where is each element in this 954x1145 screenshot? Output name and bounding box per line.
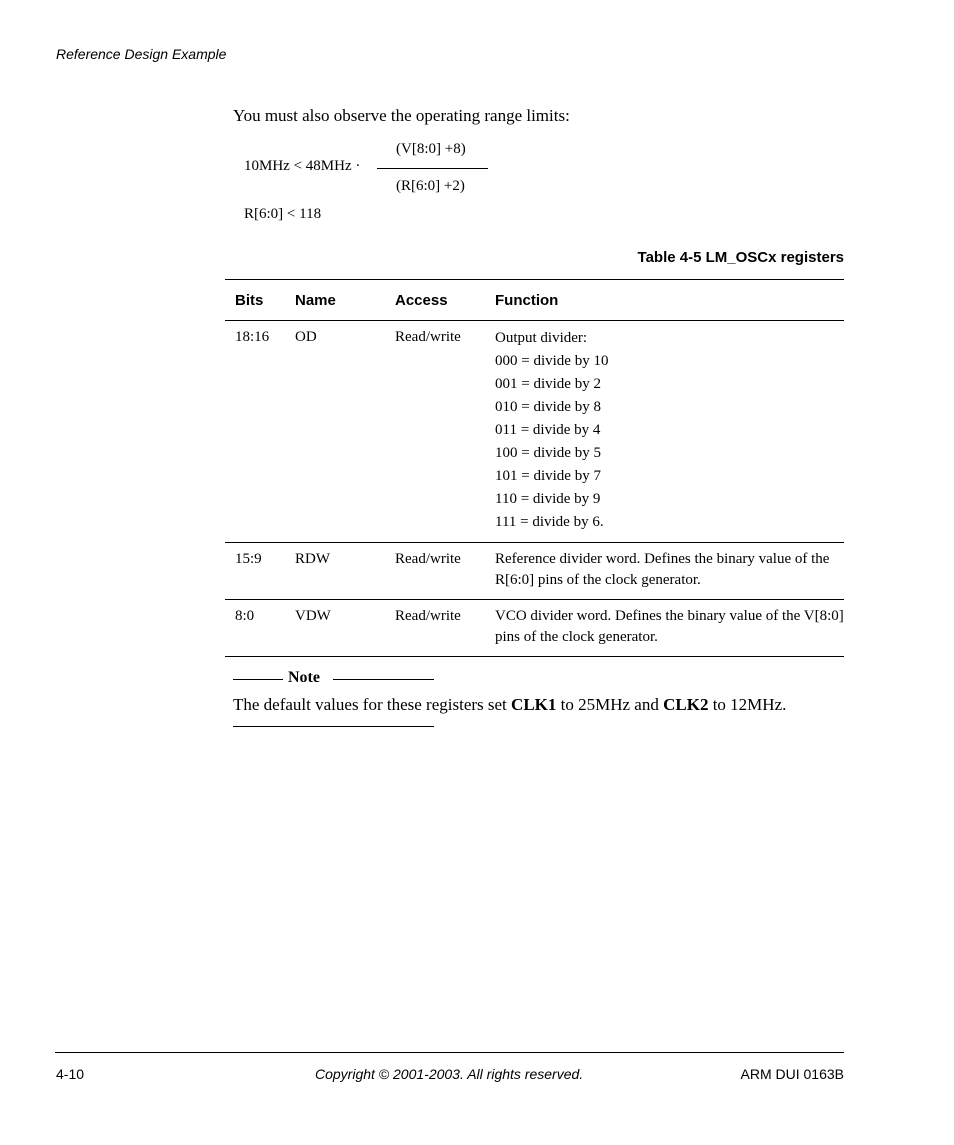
function-line: 110 = divide by 9 <box>495 491 601 507</box>
table-row <box>225 321 844 543</box>
cell-bits: 8:0 <box>235 608 255 624</box>
cell-name: RDW <box>295 551 330 567</box>
note-rule-left <box>233 679 283 680</box>
cell-name: OD <box>295 329 317 345</box>
note-rule-bottom <box>233 726 434 727</box>
header-access: Access <box>395 291 448 309</box>
footer-rule <box>55 1052 844 1053</box>
header-bits: Bits <box>235 291 264 309</box>
function-line: 111 = divide by 6. <box>495 514 604 530</box>
constraint: R[6:0] < 118 <box>244 206 322 222</box>
function-line: 010 = divide by 8 <box>495 399 601 415</box>
function-line: 000 = divide by 10 <box>495 353 609 369</box>
page-number: 4-10 <box>56 1066 85 1082</box>
function-line: 100 = divide by 5 <box>495 445 601 461</box>
running-header: Reference Design Example <box>56 46 227 62</box>
cell-bits: 15:9 <box>235 551 262 567</box>
function-line: 101 = divide by 7 <box>495 468 601 484</box>
document-id: ARM DUI 0163B <box>740 1066 844 1082</box>
formula-denominator: (R[6:0] +2) <box>396 178 465 194</box>
note-rule-right <box>333 679 434 680</box>
table-row <box>225 600 844 657</box>
fraction-bar <box>377 168 488 169</box>
cell-function <box>485 321 844 543</box>
cell-function: VCO divider word. Defines the binary value of the V[8:0] pins of the clock generator. <box>495 608 844 645</box>
cell-access: Read/write <box>395 329 461 345</box>
copyright: Copyright © 2001-2003. All rights reserved. <box>315 1066 584 1082</box>
clk1-term: CLK1 <box>511 695 557 714</box>
intro-paragraph: You must also observe the operating range limits: <box>233 106 570 125</box>
note-text-part: to 12MHz. <box>708 695 787 714</box>
cell-access: Read/write <box>395 551 461 567</box>
table-row <box>225 543 844 600</box>
register-table <box>225 279 844 657</box>
cell-access: Read/write <box>395 608 461 624</box>
note-text-part: The default values for these registers set <box>233 695 512 714</box>
formula-left: 10MHz < 48MHz · <box>244 158 361 174</box>
table-header-row <box>225 280 844 321</box>
note-text <box>233 695 786 715</box>
clk2-term: CLK2 <box>663 695 709 714</box>
header-function: Function <box>495 291 559 309</box>
cell-function: Reference divider word. Defines the binary value of the R[6:0] pins of the clock generator. <box>495 551 830 588</box>
cell-name: VDW <box>295 608 331 624</box>
function-line: Output divider: <box>495 330 588 346</box>
table-caption: Table 4-5 LM_OSCx registers <box>637 249 844 266</box>
cell-bits: 18:16 <box>235 329 270 345</box>
header-name: Name <box>295 291 336 309</box>
note-text-part: to 25MHz and <box>556 695 664 714</box>
function-line: 011 = divide by 4 <box>495 422 601 438</box>
note-label: Note <box>288 669 320 686</box>
formula-numerator: (V[8:0] +8) <box>396 141 466 157</box>
function-line: 001 = divide by 2 <box>495 376 601 392</box>
